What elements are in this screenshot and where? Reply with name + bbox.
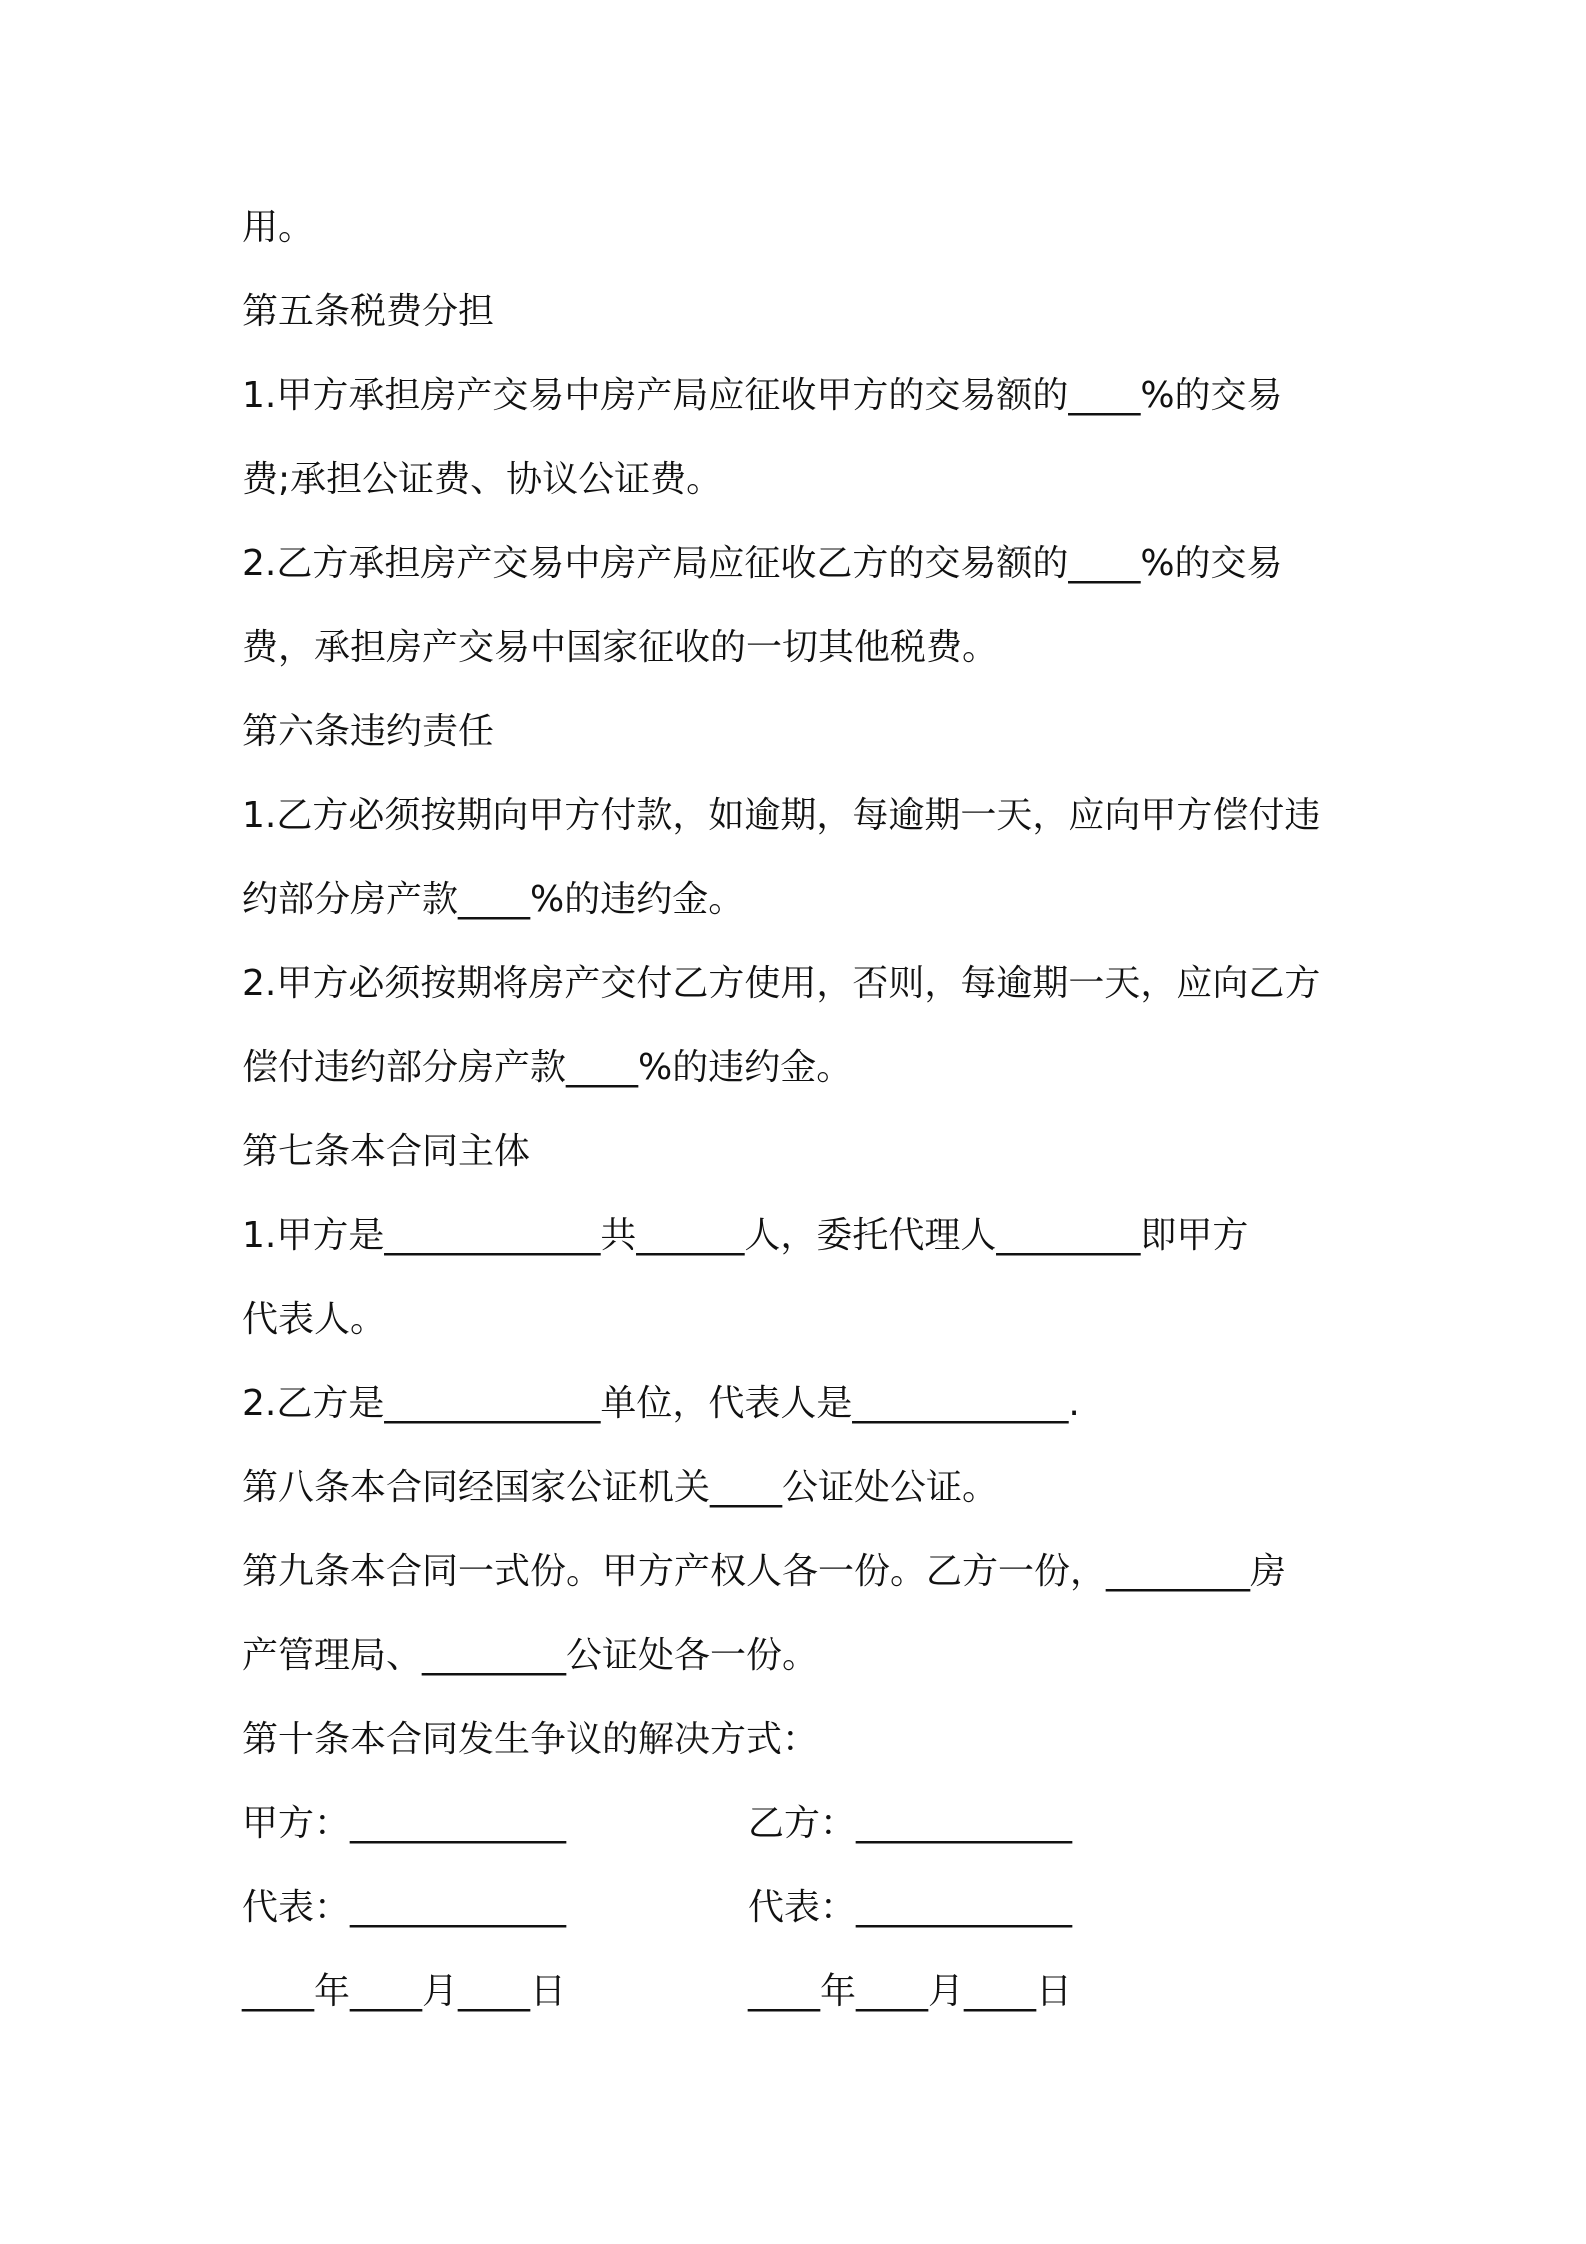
text-line: 1.乙方必须按期向甲方付款，如逾期，每逾期一天，应向甲方偿付违 xyxy=(242,795,1321,836)
party-a-date-line: ____年____月____日 xyxy=(242,1971,567,2012)
text-line: 2.甲方必须按期将房产交付乙方使用，否则，每逾期一天，应向乙方 xyxy=(242,963,1321,1004)
section-heading-8: 第八条本合同经国家公证机关____公证处公证。 xyxy=(242,1467,999,1508)
section-heading-6: 第六条违约责任 xyxy=(242,711,495,752)
party-b-date-line: ____年____月____日 xyxy=(748,1971,1073,2012)
section-heading-9: 第九条本合同一式份。甲方产权人各一份。乙方一份，________房 xyxy=(242,1551,1287,1592)
text-line: 1.甲方承担房产交易中房产局应征收甲方的交易额的____%的交易 xyxy=(242,375,1283,416)
party-a-signature-line: 甲方：____________ xyxy=(242,1803,567,1844)
text-line: 1.甲方是____________共______人，委托代理人________即甲方 xyxy=(242,1215,1249,1256)
text-line: 约部分房产款____%的违约金。 xyxy=(242,879,745,920)
party-b-signature-line: 乙方：____________ xyxy=(748,1803,1073,1844)
text-line: 偿付违约部分房产款____%的违约金。 xyxy=(242,1047,853,1088)
text-line: 用。 xyxy=(242,207,315,248)
section-heading-7: 第七条本合同主体 xyxy=(242,1131,531,1172)
text-line: 2.乙方承担房产交易中房产局应征收乙方的交易额的____%的交易 xyxy=(242,543,1283,584)
section-heading-5: 第五条税费分担 xyxy=(242,291,495,332)
text-line: 产管理局、________公证处各一份。 xyxy=(242,1635,819,1676)
text-line: 2.乙方是____________单位，代表人是____________. xyxy=(242,1383,1080,1424)
party-a-representative-line: 代表：____________ xyxy=(242,1887,567,1928)
text-line: 费;承担公证费、协议公证费。 xyxy=(242,459,723,500)
text-line: 代表人。 xyxy=(242,1299,387,1340)
section-heading-10: 第十条本合同发生争议的解决方式： xyxy=(242,1719,819,1760)
party-b-representative-line: 代表：____________ xyxy=(748,1887,1073,1928)
text-line: 费，承担房产交易中国家征收的一切其他税费。 xyxy=(242,627,999,668)
